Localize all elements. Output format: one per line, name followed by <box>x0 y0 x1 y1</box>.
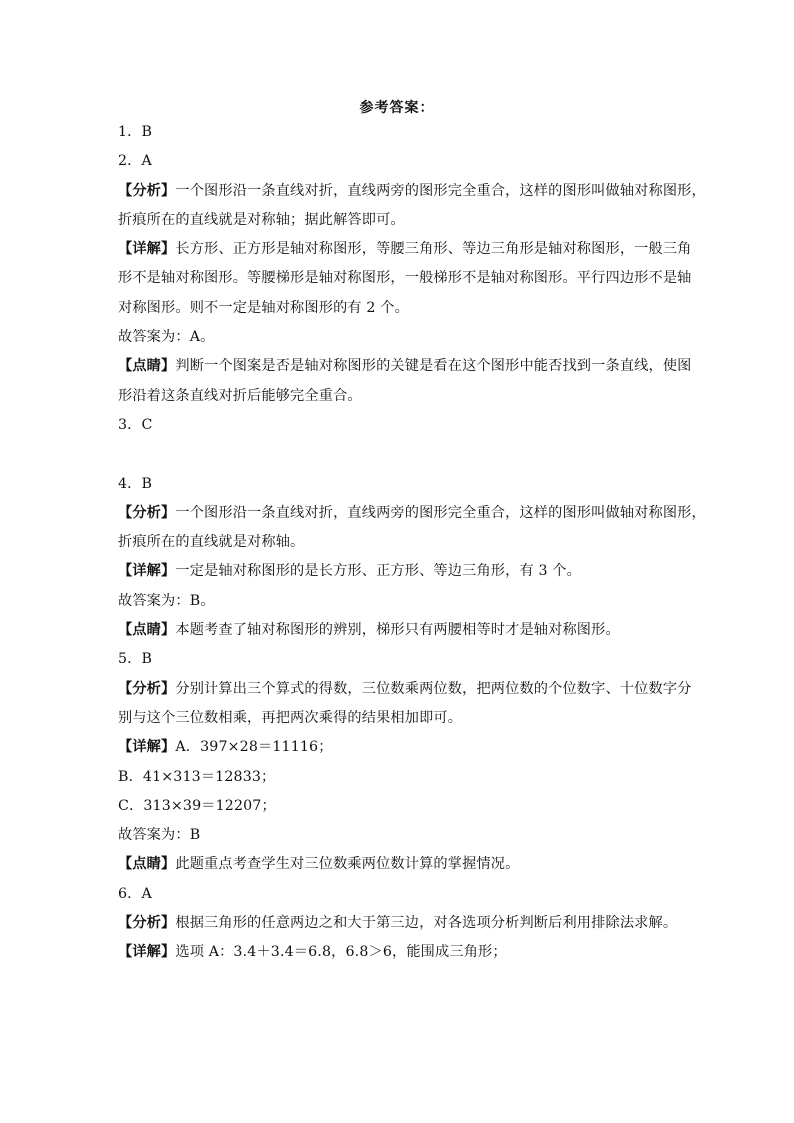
text-line: 【分析】一个图形沿一条直线对折，直线两旁的图形完全重合，这样的图形叫做轴对称图形， <box>118 504 706 521</box>
text-line: 【点睛】本题考查了轴对称图形的辨别，梯形只有两腰相等时才是轴对称图形。 <box>118 622 620 639</box>
answer-body <box>118 118 706 968</box>
text-line: 折痕所在的直线就是对称轴。 <box>118 534 305 551</box>
section-tag: 【详解】 <box>118 563 176 580</box>
section-tag: 【分析】 <box>118 915 176 932</box>
section-tag: 【分析】 <box>118 680 176 697</box>
section-tag: 【点睛】 <box>118 856 176 873</box>
text-line: 故答案为：A。 <box>118 329 215 346</box>
text-line: B．41×313＝12833； <box>118 768 276 785</box>
text-line: 【详解】一定是轴对称图形的是长方形、正方形、等边三角形，有 3 个。 <box>118 563 581 580</box>
page-title: 参考答案： <box>359 100 435 116</box>
section-tag: 【详解】 <box>118 241 176 258</box>
text-line: 故答案为：B <box>118 827 201 844</box>
text-line: 3．C <box>118 416 153 433</box>
section-tag: 【详解】 <box>118 944 176 961</box>
section-tag: 【点睛】 <box>118 358 176 375</box>
section-tag: 【点睛】 <box>118 622 176 639</box>
text-line: 【分析】一个图形沿一条直线对折，直线两旁的图形完全重合，这样的图形叫做轴对称图形， <box>118 182 706 199</box>
text-line: 对称图形。则不一定是轴对称图形的有 2 个。 <box>118 299 409 316</box>
section-tag: 【详解】 <box>118 739 176 756</box>
section-tag: 【分析】 <box>118 504 176 521</box>
text-line: 4．B <box>118 475 153 492</box>
text-line: 【详解】长方形、正方形是轴对称图形，等腰三角形、等边三角形是轴对称图形，一般三角 <box>118 241 692 258</box>
text-line: 6．A <box>118 885 152 902</box>
text-line: 形沿着这条直线对折后能够完全重合。 <box>118 387 362 404</box>
text-line: 故答案为：B。 <box>118 592 215 609</box>
text-line: 【分析】根据三角形的任意两边之和大于第三边，对各选项分析判断后利用排除法求解。 <box>118 915 678 932</box>
text-line: 2．A <box>118 153 152 170</box>
text-line: 【详解】A．397×28＝11116； <box>118 739 333 756</box>
text-line: 【详解】选项 A：3.4＋3.4＝6.8，6.8＞6，能围成三角形； <box>118 944 507 961</box>
text-line: 【点睛】判断一个图案是否是轴对称图形的关键是看在这个图形中能否找到一条直线，使图 <box>118 358 692 375</box>
blank-line <box>118 440 684 469</box>
text-line: 【点睛】此题重点考查学生对三位数乘两位数计算的掌握情况。 <box>118 856 520 873</box>
text-line: 5．B <box>118 651 153 668</box>
text-line: 折痕所在的直线就是对称轴；据此解答即可。 <box>118 211 405 228</box>
section-tag: 【分析】 <box>118 182 176 199</box>
text-line: 1．B <box>118 124 153 140</box>
text-line: 别与这个三位数相乘，再把两次乘得的结果相加即可。 <box>118 709 463 726</box>
text-line: C．313×39＝12207； <box>118 797 276 814</box>
text-line: 【分析】分别计算出三个算式的得数，三位数乘两位数，把两位数的个位数字、十位数字分 <box>118 680 692 697</box>
text-line: 形不是轴对称图形。等腰梯形是轴对称图形，一般梯形不是轴对称图形。平行四边形不是轴 <box>118 270 692 287</box>
